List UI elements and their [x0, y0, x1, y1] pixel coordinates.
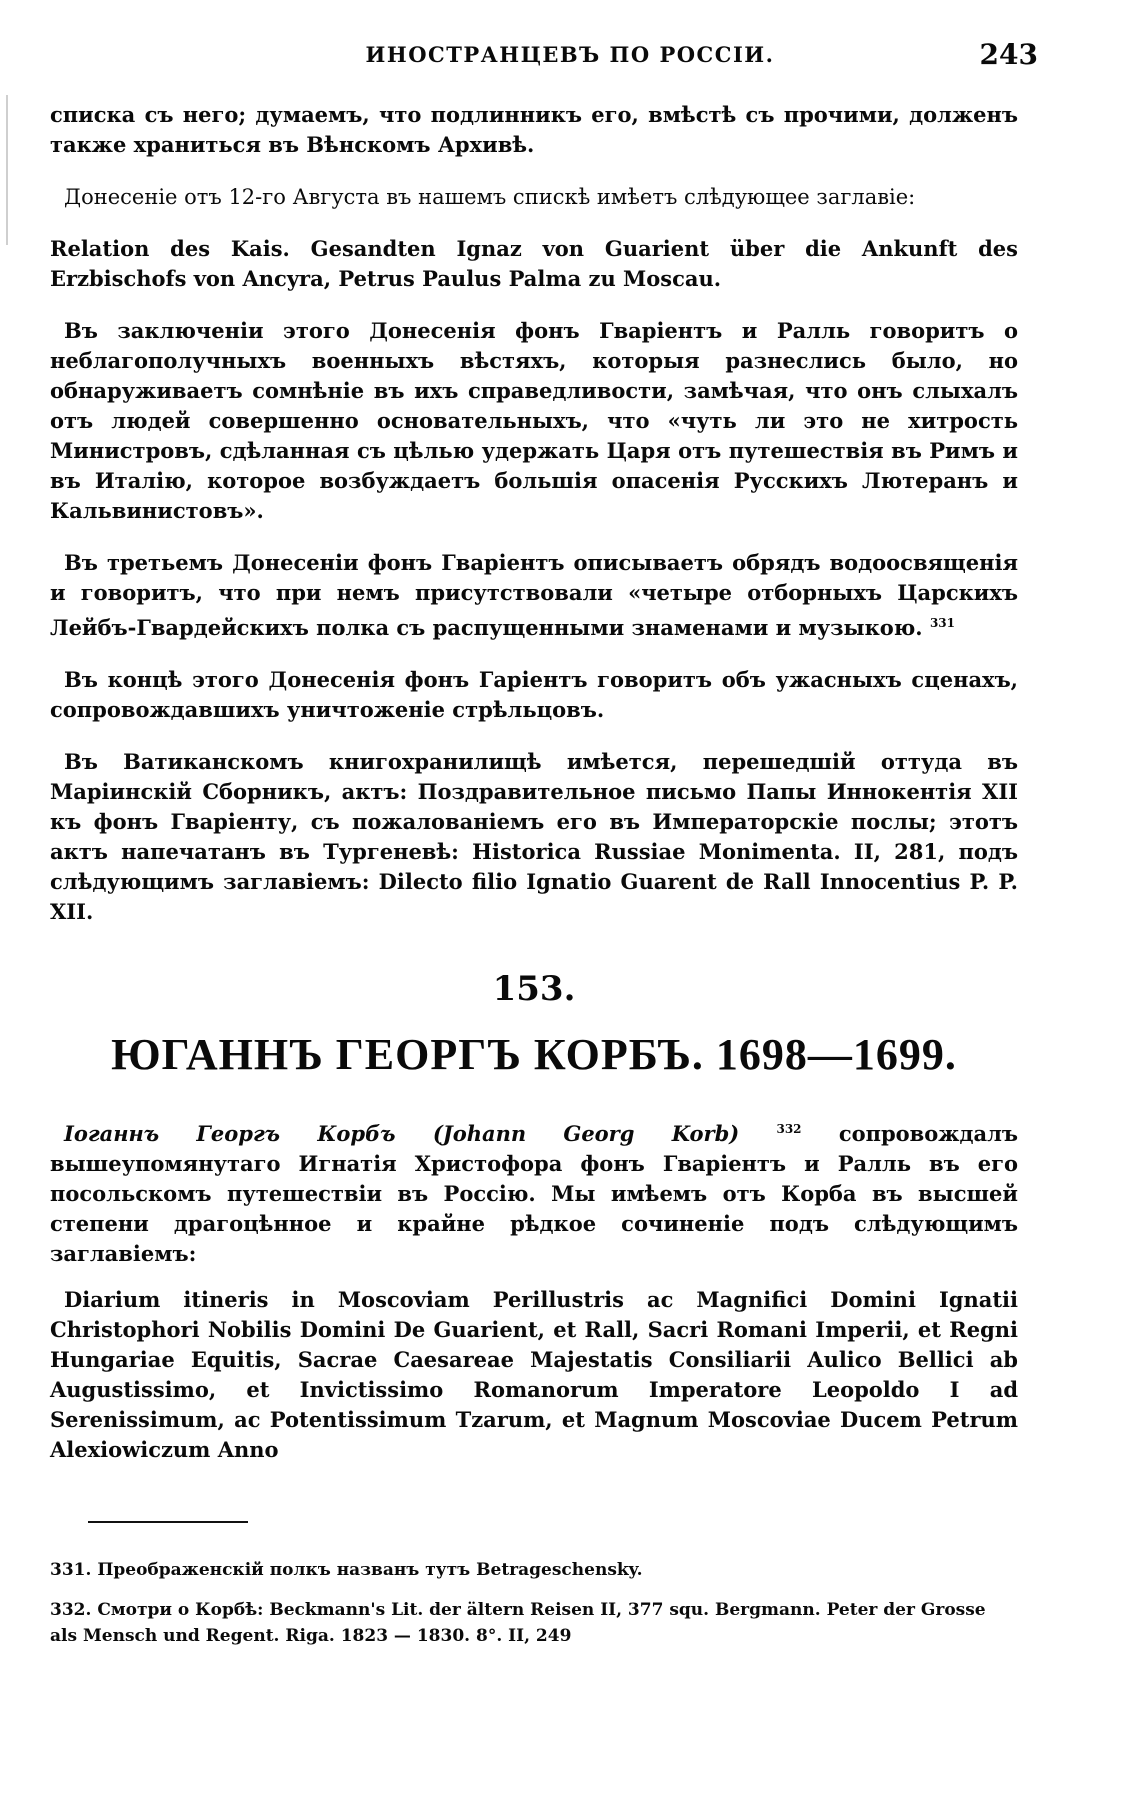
paragraph-2: Донесеніе отъ 12-го Августа въ нашемъ спискѣ имѣетъ слѣдующее заглавіе:	[64, 185, 916, 209]
paragraph-1: списка съ него; думаемъ, что подлинникъ его, вмѣстѣ съ прочими, долженъ также храниться въ Вѣнскомъ Архивѣ.	[50, 102, 1018, 157]
section-paragraph-1	[50, 1114, 1018, 1269]
page-number: 243	[979, 38, 1038, 71]
paragraph-4: Въ заключеніи этого Донесенія фонъ Гваріентъ и Ралль говоритъ о неблагополучныхъ военныхъ вѣстяхъ, которыя разнеслись было, но обнаруживаетъ сомнѣніе въ ихъ справедливости, замѣчая, что онъ слыхалъ отъ людей совершенно основательныхъ, что «чуть ли это не хитрость Министровъ, сдѣланная съ цѣлью удержать Царя отъ путешествія въ Римъ и въ Италію, которое возбуждаетъ большія опасенія Русскихъ Лютеранъ и Кальвинистовъ».	[50, 318, 1018, 523]
footnote-ref-332: 332	[776, 1122, 802, 1136]
footnote-ref-331: 331	[929, 616, 955, 630]
section-paragraph-1-text: сопровождалъ вышеупомянутаго Игнатія Христофора фонъ Гваріентъ и Ралль въ его посольскомъ путешествіи въ Россію. Мы имѣемъ отъ Корба въ высшей степени драгоцѣнное и крайне рѣдкое сочиненіе подъ слѣдующимъ заглавіемъ:	[50, 1121, 1019, 1266]
running-title: ИНОСТРАНЦЕВЪ ПО РОССІИ.	[365, 42, 775, 67]
paragraph-6: Въ концѣ этого Донесенія фонъ Гаріентъ говоритъ объ ужасныхъ сценахъ, сопровождавшихъ уничтоженіе стрѣльцовъ.	[50, 667, 1018, 722]
section-number: 153.	[492, 969, 576, 1009]
body-text	[50, 100, 1018, 1663]
author-name: Іоганнъ Георгъ Корбъ (Johann Georg Korb)	[64, 1121, 740, 1146]
footnote-331: 331. Преображенскій полкъ названъ тутъ Betrageschensky.	[50, 1560, 643, 1580]
paragraph-5	[50, 548, 1018, 643]
paragraph-5-text: Въ третьемъ Донесеніи фонъ Гваріентъ описываетъ обрядъ водоосвященія и говоритъ, что при немъ присутствовали «четыре отборныхъ Царскихъ Лейбъ-Гвардейскихъ полка съ распущенными знаменами и музыкою.	[50, 550, 1018, 640]
footnote-332: 332. Смотри о Корбѣ: Beckmann's Lit. der ältern Reisen II, 377 squ. Bergmann. Peter der Grosse als Mensch und Regent. Riga. 1823 — 1830. 8°. II, 249	[50, 1600, 986, 1646]
footnote-rule	[88, 1521, 248, 1523]
section-paragraph-2: Diarium itineris in Moscoviam Perillustris ac Magnifici Domini Ignatii Christophori Nobilis Domini De Guarient, et Rall, Sacri Romani Imperii, et Regni Hungariae Equitis, Sacrae Caesareae Majestatis Consiliarii Aulico Bellici ab Augustissimo, et Invictissimo Romanorum Imperatore Leopoldo I ad Serenissimum, ac Potentissimum Tzarum, et Magnum Moscoviae Ducem Petrum Alexiowiczum Anno	[50, 1287, 1018, 1462]
paragraph-7: Въ Ватиканскомъ книгохранилищѣ имѣется, перешедшій оттуда въ Маріинскій Сборникъ, актъ: Поздравительное письмо Папы Иннокентія XII къ фонъ Гваріенту, съ пожалованіемъ его въ Императорскіе послы; этотъ актъ напечатанъ въ Тургеневѣ: Historica Russiae Monimenta. II, 281, подъ слѣдующимъ заглавіемъ: Dilecto filio Ignatio Guarent de Rall Innocentius P. P. XII.	[50, 749, 1018, 924]
margin-line	[6, 95, 8, 245]
paragraph-3: Relation des Kais. Gesandten Ignaz von Guarient über die Ankunft des Erzbischofs von Ancyra, Petrus Paulus Palma zu Moscau.	[50, 236, 1018, 291]
page-header	[0, 38, 1140, 78]
section-title: ЮГАННЪ ГЕОРГЪ КОРБЪ. 1698—1699.	[111, 1030, 957, 1079]
